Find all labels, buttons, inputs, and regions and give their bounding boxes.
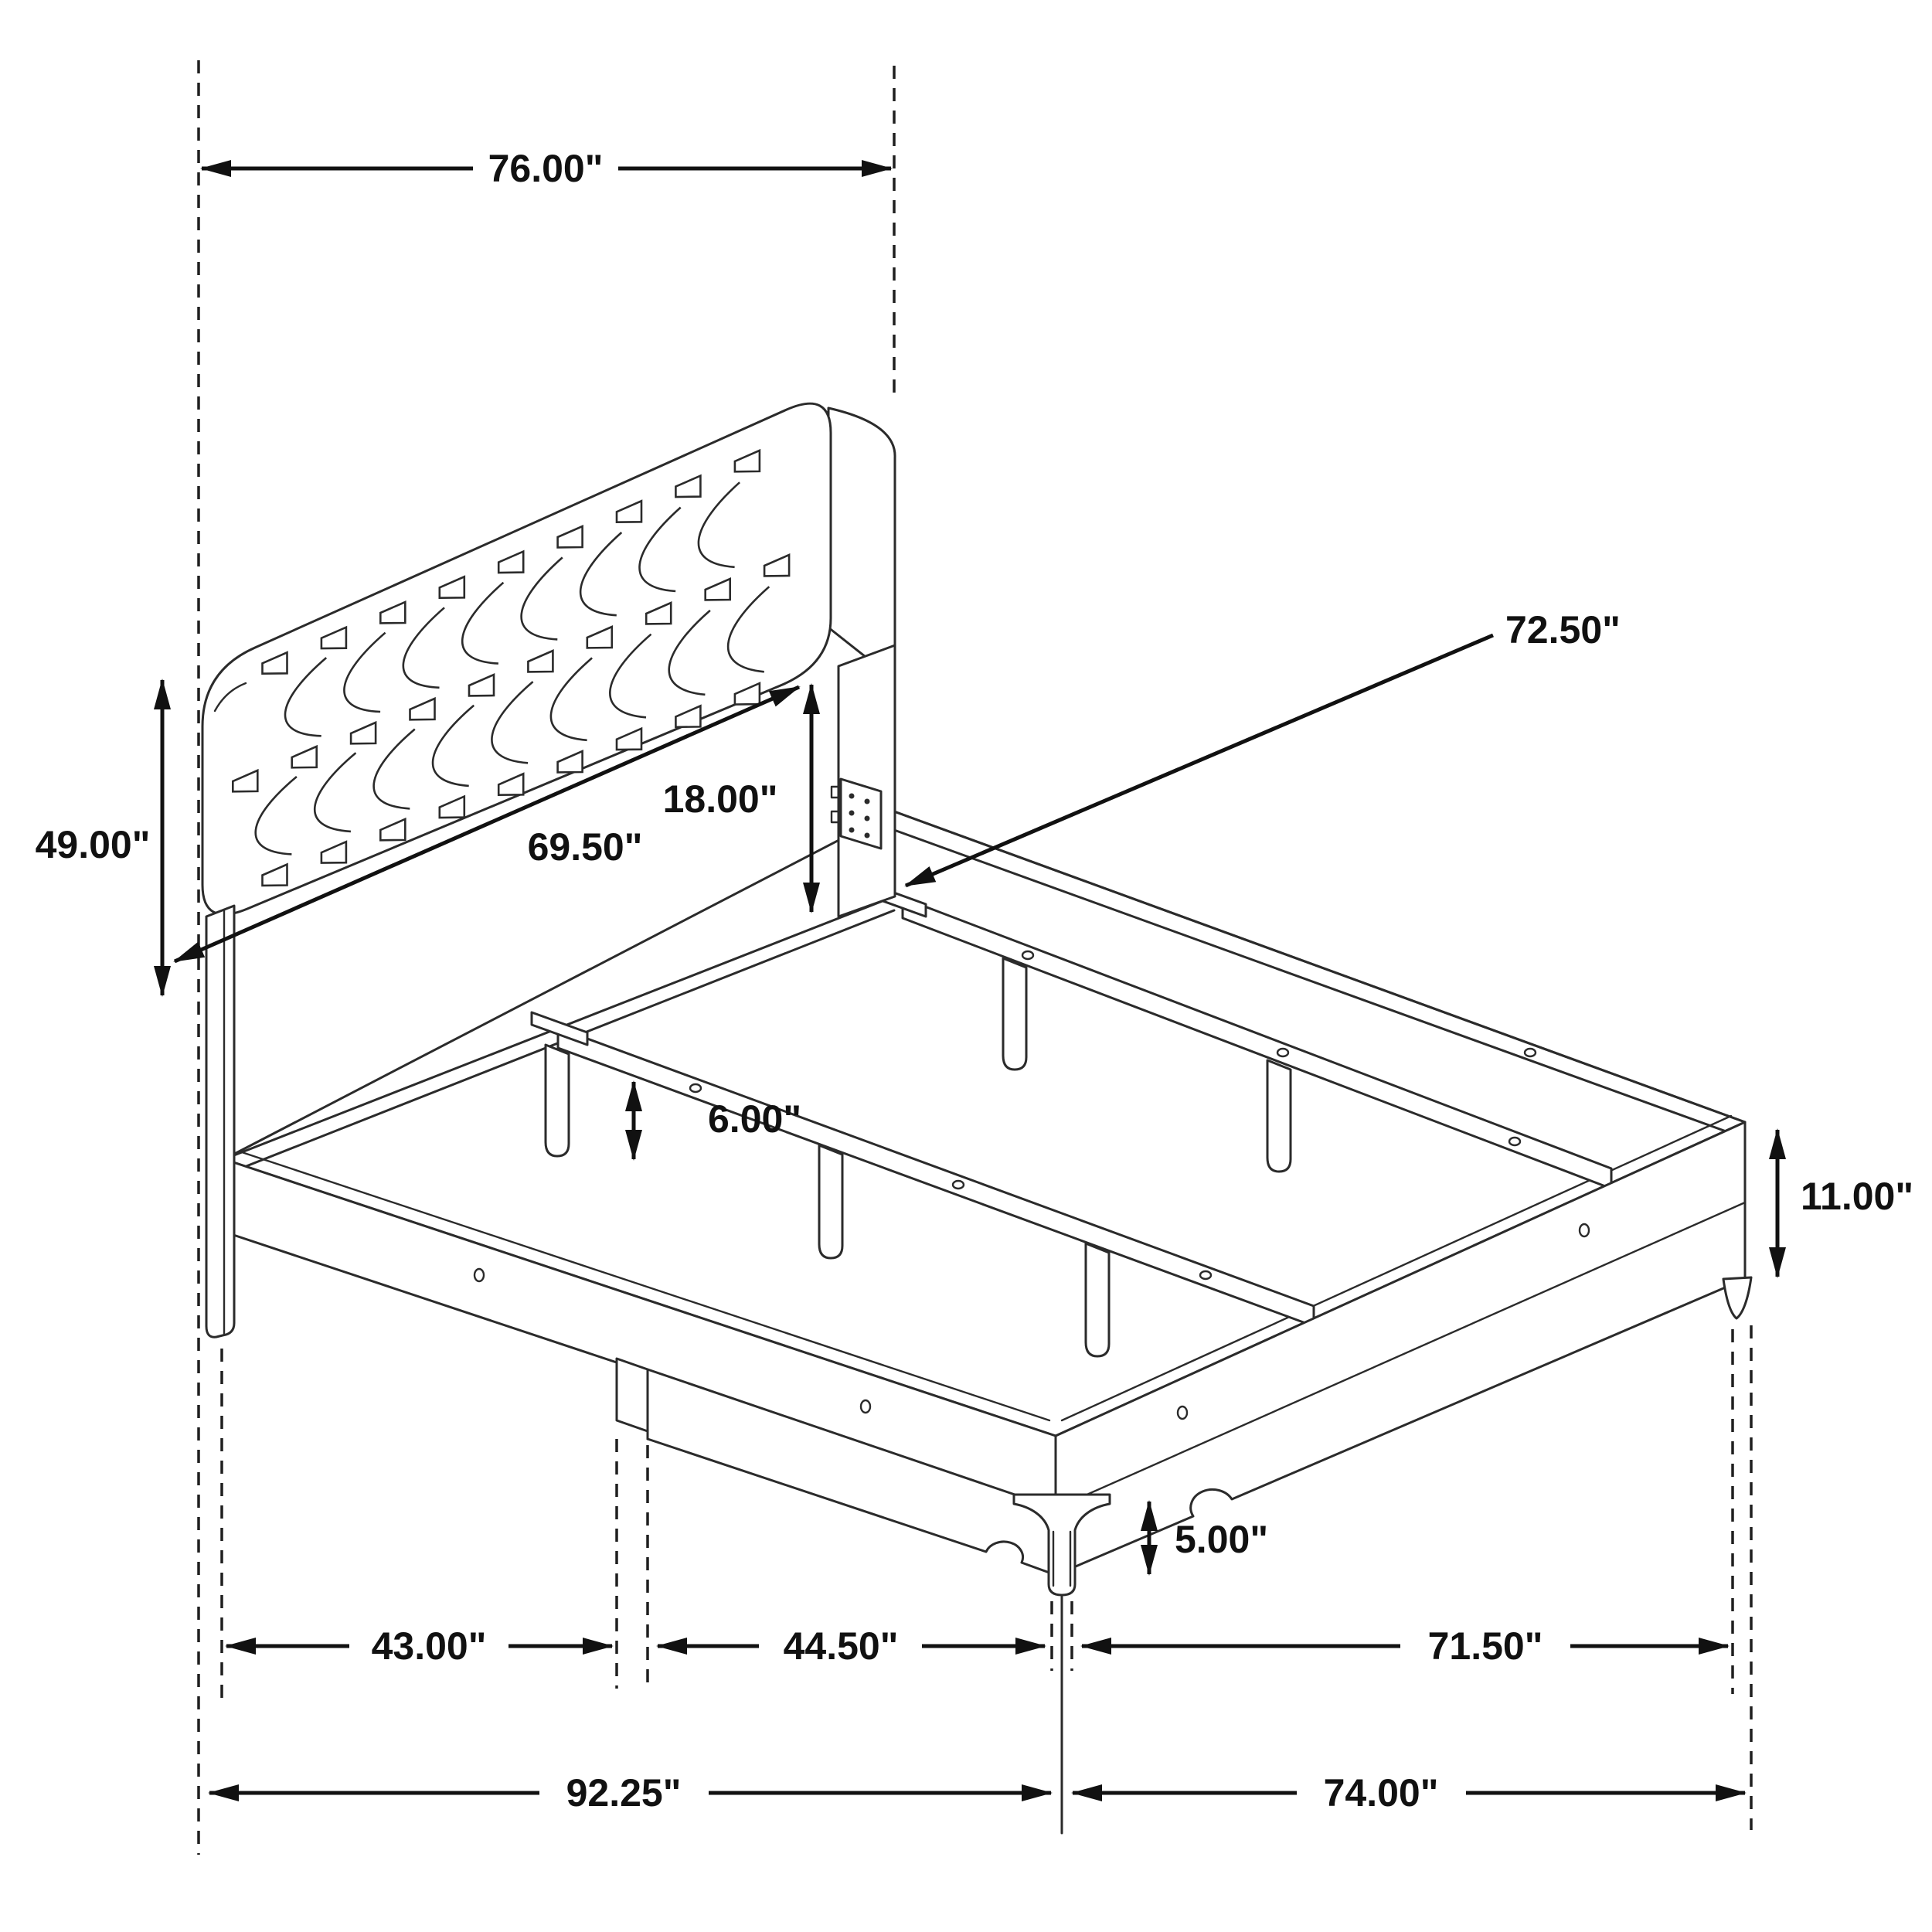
dim-drawer-section bbox=[658, 1624, 1045, 1668]
dim-headboard-width bbox=[202, 147, 891, 190]
dim-overall-width-label: 74.00" bbox=[1323, 1771, 1439, 1815]
dim-head-section-label: 43.00" bbox=[371, 1624, 487, 1668]
slat-leg bbox=[1003, 958, 1026, 1070]
slat-leg bbox=[546, 1045, 569, 1156]
dim-footboard-height-label: 11.00" bbox=[1801, 1175, 1914, 1218]
dim-width-between-legs-label: 71.50" bbox=[1427, 1624, 1543, 1668]
dim-front-leg-height-label: 5.00" bbox=[1175, 1518, 1269, 1561]
dim-width-between-legs bbox=[1082, 1624, 1728, 1668]
slat-leg bbox=[1086, 1243, 1109, 1356]
headboard-left-leg bbox=[206, 906, 234, 1337]
dim-overall-width bbox=[1073, 1771, 1745, 1815]
dim-slat-leg-height-label: 6.00" bbox=[708, 1097, 802, 1141]
dim-rail-length-label: 72.50" bbox=[1505, 608, 1621, 651]
slat-leg bbox=[819, 1145, 842, 1258]
dim-drawer-section-label: 44.50" bbox=[783, 1624, 899, 1668]
dim-overall-length bbox=[209, 1771, 1051, 1815]
right-foot-leg bbox=[1723, 1277, 1751, 1318]
bed-frame-drawing bbox=[202, 403, 1751, 1595]
dim-headboard-panel-drop-label: 18.00" bbox=[662, 777, 778, 821]
headboard-side-face bbox=[828, 408, 895, 680]
dim-rail-length bbox=[906, 608, 1621, 886]
dim-headboard-panel-width-label: 69.50" bbox=[527, 825, 643, 869]
mid-support-leg bbox=[617, 1359, 648, 1431]
slat-leg bbox=[1267, 1060, 1291, 1172]
dim-headboard-height-label: 49.00" bbox=[35, 823, 151, 866]
dim-footboard-height bbox=[1777, 1130, 1913, 1277]
dim-overall-length-label: 92.25" bbox=[566, 1771, 682, 1815]
dim-headboard-height bbox=[36, 680, 162, 995]
dim-headboard-width-label: 76.00" bbox=[488, 147, 604, 190]
dim-head-section bbox=[226, 1624, 612, 1668]
